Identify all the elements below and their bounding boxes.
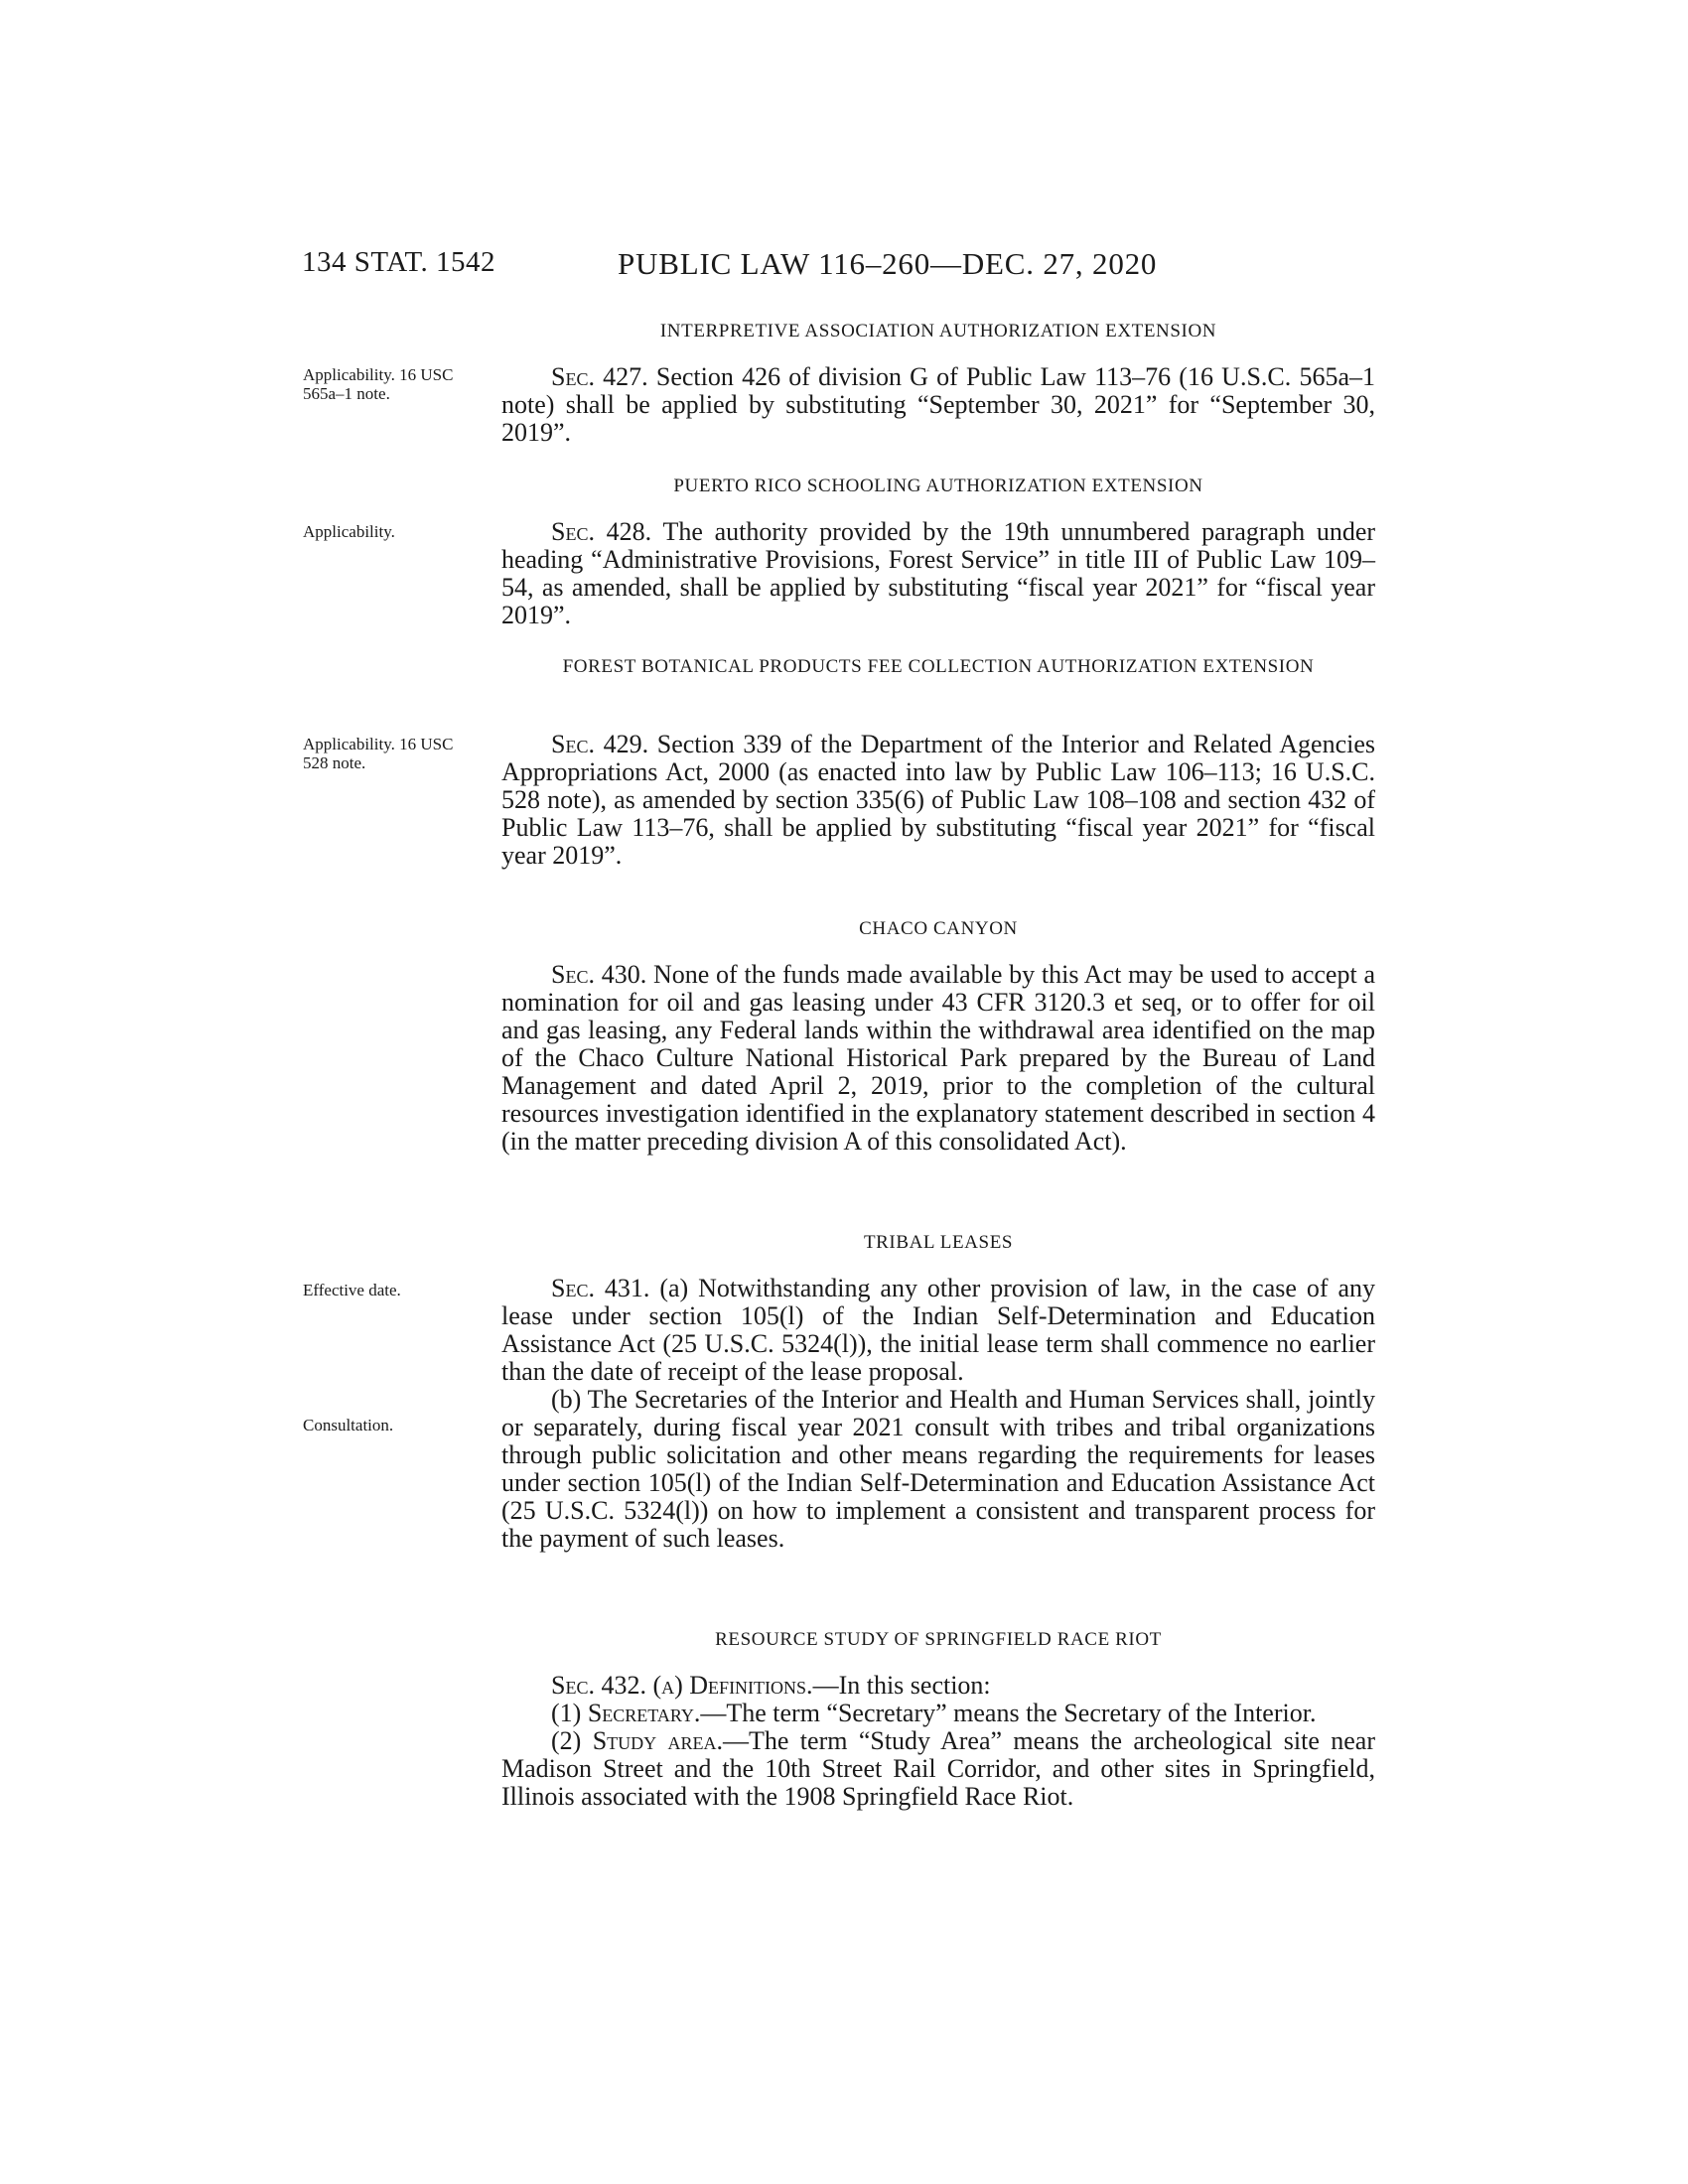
page-header [302,246,1219,286]
paragraph-1-label: (1) Secretary. [551,1699,701,1727]
section-number: Sec. 432. [551,1671,646,1700]
subsection-a-text: (a) Notwithstanding any other provision of law, in the case of any lease under section 105(l) of the Indian Self-Determination and Education Assistance Act (25 U.S.C. 5324(l)), the initial lease term shall commence no earlier than the date of receipt of the lease proposal. [501,1274,1376,1386]
paragraph-2-label: (2) Study area. [551,1726,724,1755]
definitions-label: (a) Definitions. [652,1671,813,1700]
definitions-text: —In this section: [812,1671,991,1700]
section-heading-432: RESOURCE STUDY OF SPRINGFIELD RACE RIOT [715,1629,1162,1650]
margin-note-431b: Consultation. [303,1416,394,1434]
section-heading-427: INTERPRETIVE ASSOCIATION AUTHORIZATION EXTENSION [659,321,1217,341]
paragraph-2-text: —The term “Study Area” means the archeological site near Madison Street and the 10th Street Rail Corridor, and other sites in Springfield, Illinois associated with the 1908 Springfield Race Riot. [501,1726,1375,1811]
section-429 [501,731,1375,870]
section-432 [501,1672,1375,1811]
margin-note-427: Applicability. 16 USC 565a–1 note. [303,365,454,403]
section-number: Sec. 428. [551,517,652,546]
section-text: Section 426 of division G of Public Law 113–76 (16 U.S.C. 565a–1 note) shall be applied by substituting “September 30, 2021” for “September 30, 2019”. [501,362,1376,447]
section-430 [501,961,1375,1156]
margin-note-429: Applicability. 16 USC 528 note. [303,735,454,772]
section-number: Sec. 430. [551,960,647,989]
section-number: Sec. 431. [551,1274,650,1302]
stat-citation: 134 STAT. 1542 [302,246,496,278]
section-text: Section 339 of the Department of the Interior and Related Agencies Appropriations Act, 2000 (as enacted into law by Public Law 106–113; 16 U.S.C. 528 note), as amended by section 335(6) of Public Law 108–108 and section 432 of Public Law 113–76, shall be applied by substituting “fiscal year 2021” for “fiscal year 2019”. [501,730,1375,870]
section-number: Sec. 427. [551,362,648,391]
margin-note-428: Applicability. [303,522,395,541]
section-number: Sec. 429. [551,730,649,758]
subsection-b-text: (b) The Secretaries of the Interior and Health and Human Services shall, jointly or separately, during fiscal year 2021 consult with tribes and tribal organizations through public solicitation and other means regarding the requirements for leases under section 105(l) of the Indian Self-Determination and Education Assistance Act (25 U.S.C. 5324(l)) on how to implement a consistent and transparent process for the payment of such leases. [501,1385,1375,1553]
section-heading-430: CHACO CANYON [859,918,1018,939]
section-427 [501,363,1375,447]
public-law-title: PUBLIC LAW 116–260—DEC. 27, 2020 [618,246,1158,281]
section-text: None of the funds made available by this Act may be used to accept a nomination for oil and gas leasing under 43 CFR 3120.3 et seq, or to offer for oil and gas leasing, any Federal lands within the withdrawal area identified on the map of the Chaco Culture National Historical Park prepared by the Bureau of Land Management and dated April 2, 2019, prior to the completion of the cultural resources investigation identified in the explanatory statement described in section 4 (in the matter preceding division A of this consolidated Act). [501,960,1375,1156]
section-text: The authority provided by the 19th unnumbered paragraph under heading “Administrative Provisions, Forest Service” in title III of Public Law 109–54, as amended, shall be applied by substituting “fiscal year 2021” for “fiscal year 2019”. [501,517,1376,629]
section-heading-429: FOREST BOTANICAL PRODUCTS FEE COLLECTION AUTHORIZATION EXTENSION [562,656,1315,677]
margin-note-431a: Effective date. [303,1281,401,1299]
section-428 [501,518,1375,629]
paragraph-1-text: —The term “Secretary” means the Secretary of the Interior. [700,1699,1317,1727]
section-heading-428: PUERTO RICO SCHOOLING AUTHORIZATION EXTENSION [673,476,1203,496]
section-431 [501,1275,1375,1553]
section-heading-431: TRIBAL LEASES [863,1232,1014,1253]
